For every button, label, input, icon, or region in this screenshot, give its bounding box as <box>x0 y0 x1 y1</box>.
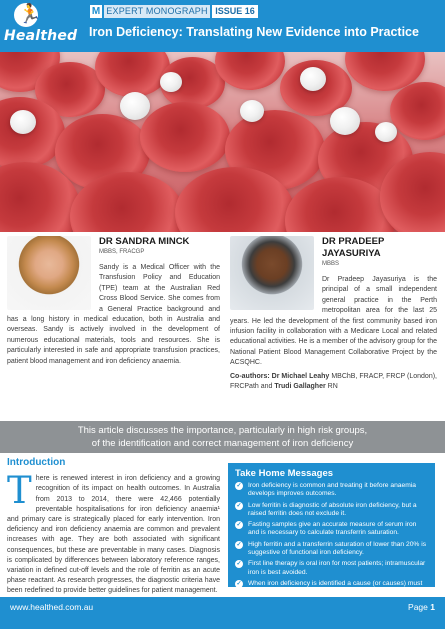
author-credentials: MBBS <box>322 261 340 267</box>
footer-bar <box>0 597 445 629</box>
white-blood-cell <box>10 110 36 134</box>
takehome-list <box>235 482 428 597</box>
list-item <box>235 560 428 577</box>
page-number <box>408 602 435 612</box>
badge-issue: ISSUE 16 <box>212 5 258 18</box>
check-icon: ✓ <box>236 522 242 529</box>
coauthor-name: Trudi Gallagher <box>274 383 326 391</box>
list-item-text: When iron deficiency is identified a cause (or causes) must be determined. <box>248 579 423 596</box>
coauthors-label: Co-authors: <box>230 372 270 380</box>
author-name: DR PRADEEP JAYASURIYA <box>322 236 385 259</box>
hero-blood-cells-image <box>0 52 445 232</box>
white-blood-cell <box>160 72 182 92</box>
check-icon: ✓ <box>236 502 242 509</box>
white-blood-cell <box>240 100 264 122</box>
banner-line: This article discusses the importance, particularly in high risk groups, <box>77 425 368 436</box>
logo-text: Healthed <box>4 28 78 44</box>
red-blood-cell <box>215 52 285 90</box>
runner-icon: 🏃 <box>18 4 42 25</box>
list-item <box>235 521 428 538</box>
white-blood-cell <box>375 122 397 142</box>
list-item <box>235 502 428 519</box>
badge-m: M <box>91 6 101 17</box>
list-item-text: First line therapy is oral iron for most patients; intramuscular iron is best avoided. <box>248 560 426 576</box>
author-bio: Sandy is a Medical Officer with the Transfusion Policy and Education (TPE) team at the Australian Red Cross Blood Service. She comes from a General Practice background and has a long history in medical education, both in Australia and overseas. Sandy is actively involved in the development of numerous educational materials, tools and resources. She is particularly interested in safe and appropriate transfusion practices, patient blood management and iron deficiency anaemia. <box>7 264 220 365</box>
author-name: DR SANDRA MINCK <box>99 236 190 247</box>
author-bio: Dr Pradeep Jayasuriya is the principal of a small independent general practice in the Perth metropolitan area for the last 25 years. He led the development of the first community based iron infusion facility in collaboration with a Medicare Local and related educational activities. He is a member of the advisory group for the National Patient Blood Management Collaborative Project by the ACSQHC. <box>230 276 437 367</box>
page-title: Iron Deficiency: Translating New Evidence into Practice <box>89 25 419 39</box>
page-number-value: 1 <box>430 602 435 612</box>
website-link[interactable]: www.healthed.com.au <box>10 602 94 612</box>
coauthor-credentials: MBChB, FRACP, FRCP (London), FRCPath and <box>230 372 437 391</box>
list-item <box>235 580 428 597</box>
list-item-text: Fasting samples give an accurate measure of serum iron and is necessary to calculate transferrin saturation. <box>248 521 417 537</box>
check-icon: ✓ <box>236 580 242 587</box>
author-photo <box>230 236 314 310</box>
healthed-logo[interactable] <box>4 3 78 47</box>
author-sandra-minck <box>7 236 220 367</box>
summary-banner <box>0 421 445 453</box>
list-item-text: Low ferritin is diagnostic of absolute iron deficiency, but a raised ferritin does not exclude it. <box>248 501 417 517</box>
coauthors <box>230 372 437 393</box>
check-icon: ✓ <box>236 483 242 489</box>
publication-badges <box>90 5 258 18</box>
red-blood-cell <box>390 82 445 140</box>
list-item <box>235 482 428 499</box>
white-blood-cell <box>330 107 360 135</box>
author-pradeep-jayasuriya <box>230 236 437 392</box>
page-label: Page <box>408 602 428 612</box>
white-blood-cell <box>120 92 150 120</box>
list-item <box>235 541 428 558</box>
badge-publication-type: EXPERT MONOGRAPH <box>104 5 210 18</box>
coauthor-name: Dr Michael Leahy <box>271 372 330 380</box>
coauthor-credentials: RN <box>325 383 338 391</box>
banner-line: of the identification and correct management of iron deficiency <box>91 438 354 449</box>
intro-text: here is renewed interest in iron deficiency and a growing recognition of its impact on health outcomes. In Australia from 2013 to 2014, there were 42,466 potentially preventable hospitalisations for iron deficiency anaemia¹ and primary care is strategically placed for early intervention. Iron deficiency and iron deficiency anaemia are common and prevalent increases with age. They are both associated with significant consequences, but these are preventable in many cases. Diagnosis is complicated by differences between laboratory reference ranges, variation in defined cut-off levels and the role of ferritin as an acute phase reactant. As research progresses, the diagnostic criteria have been redefined to provide better guidelines for patient management. <box>7 475 220 595</box>
author-photo <box>7 236 91 310</box>
list-item-text: Iron deficiency is common and treating it before anaemia develops improves outcomes. <box>248 482 417 498</box>
intro-paragraph <box>7 469 220 596</box>
drop-cap: T <box>7 469 32 513</box>
section-heading: Introduction <box>7 457 66 468</box>
list-item-text: High ferritin and a transferrin saturation of lower than 20% is suggestive of functional iron deficiency. <box>248 540 427 557</box>
red-blood-cell <box>140 102 230 172</box>
check-icon: ✓ <box>236 561 242 568</box>
takehome-title: Take Home Messages <box>235 468 334 479</box>
take-home-messages-box <box>228 463 435 596</box>
white-blood-cell <box>300 67 326 91</box>
header-bar <box>0 0 445 52</box>
red-blood-cell <box>95 52 170 97</box>
introduction-section <box>7 458 220 597</box>
author-credentials: MBBS, FRACGP <box>99 249 145 255</box>
check-icon: ✓ <box>236 541 242 548</box>
